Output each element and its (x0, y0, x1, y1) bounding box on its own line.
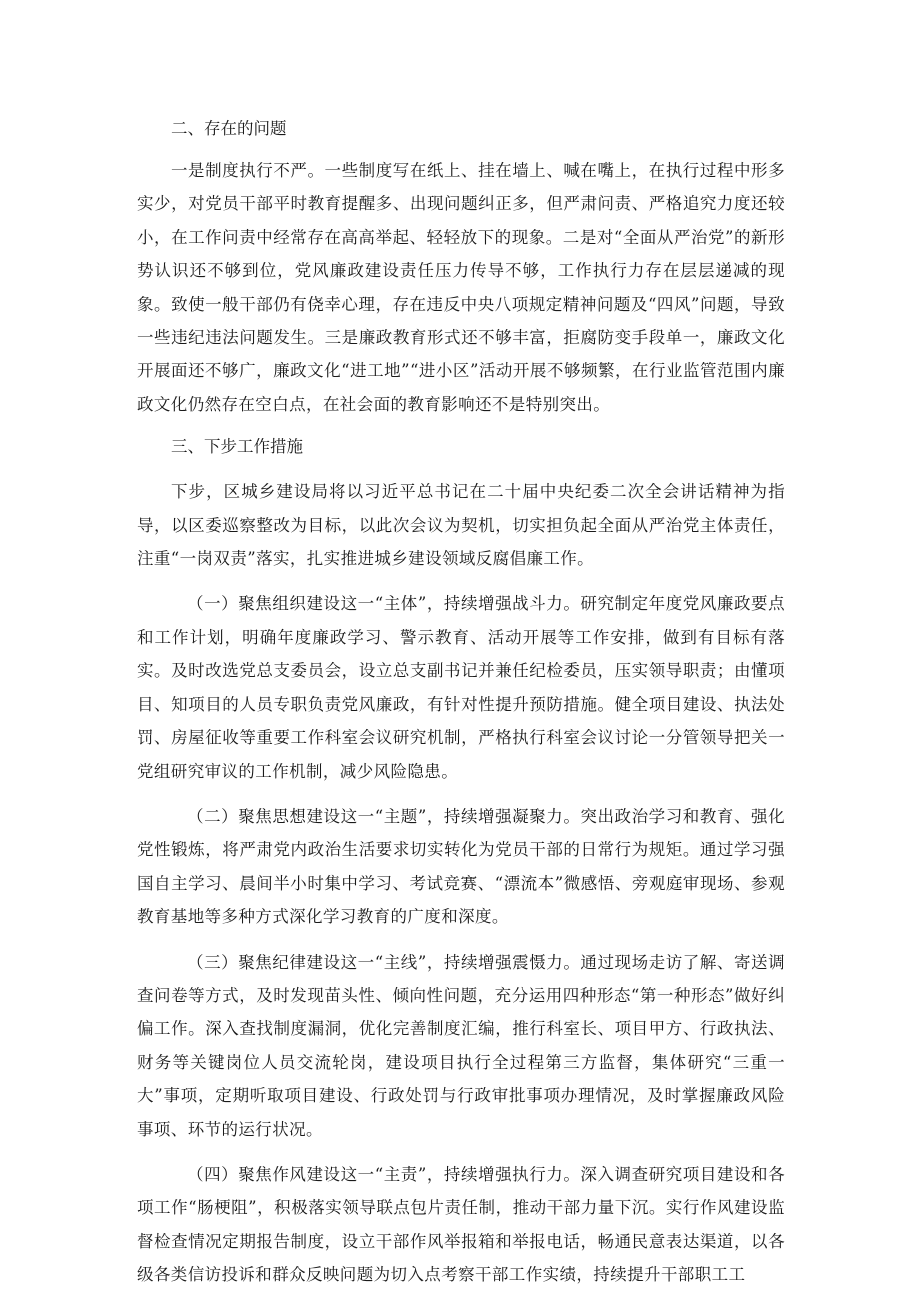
spacer (137, 463, 785, 475)
spacer (137, 421, 785, 430)
spacer (137, 1146, 785, 1158)
spacer (137, 575, 785, 587)
paragraph-problems: 一是制度执行不严。一些制度写在纸上、挂在墙上、喊在嘴上，在执行过程中形多实少，对党员干部平时教育提醒多、出现问题纠正多，但严肃问责、严格追究力度还较小，在工作问责中经常存在高高举起、轻轻放下的现象。二是对“全面从严治党”的新形势认识还不够到位，党风廉政建设责任压力传导不够，工作执行力存在层层递减的现象。致使一般干部仍有侥幸心理，存在违反中央八项规定精神问题及“四风”问题，导致一些违纪违法问题发生。三是廉政教育形式还不够丰富，拒腐防变手段单一，廉政文化开展面还不够广，廉政文化“进工地”“进小区”活动开展不够频繁，在行业监管范围内廉政文化仍然存在空白点，在社会面的教育影响还不是特别突出。 (137, 161, 785, 414)
spacer (137, 145, 785, 154)
spacer (137, 934, 785, 946)
paragraph-measure-2: （二）聚焦思想建设这一“主题”，持续增强凝聚力。突出政治学习和教育、强化党性锻炼，将严肃党内政治生活要求切实转化为党员干部的日常行为规矩。通过学习强国自主学习、晨间半小时集中学习、考试竞赛、“漂流本”微感悟、旁观庭审现场、参观教育基地等多种方式深化学习教育的广度和深度。 (137, 806, 785, 927)
section-heading-problems: 二、存在的问题 (171, 119, 287, 138)
section-heading-measures: 三、下步工作措施 (171, 437, 303, 457)
spacer (137, 788, 785, 800)
paragraph-measure-4: （四）聚焦作风建设这一“主责”，持续增强执行力。深入调查研究项目建设和各项工作“肠梗阻”，积极落实领导联点包片责任制，推动干部力量下沉。实行作风建设监督检查情况定期报告制度，设立干部作风举报箱和举报电话，畅通民意表达渠道，以各级各类信访投诉和群众反映问题为切入点考察干部工作实绩，持续提升干部职工工 (137, 1164, 785, 1285)
paragraph-measure-3: （三）聚焦纪律建设这一“主线”，持续增强震慑力。通过现场走访了解、寄送调查问卷等方式，及时发现苗头性、倾向性问题，充分运用四种形态“第一种形态”做好纠偏工作。深入查找制度漏洞，优化完善制度汇编，推行科室长、项目甲方、行政执法、财务等关键岗位人员交流轮岗，建设项目执行全过程第三方监督，集体研究“三重一大”事项，定期听取项目建设、行政处罚与行政审批事项办理情况，及时掌握廉政风险事项、环节的运行状况。 (137, 952, 785, 1139)
paragraph-measures-intro: 下步，区城乡建设局将以习近平总书记在二十届中央纪委二次全会讲话精神为指导，以区委巡察整改为目标，以此次会议为契机，切实担负起全面从严治党主体责任，注重“一岗双责”落实，扎实推进城乡建设领域反腐倡廉工作。 (137, 482, 785, 569)
paragraph-measure-1: （一）聚焦组织建设这一“主体”，持续增强战斗力。研究制定年度党风廉政要点和工作计划，明确年度廉政学习、警示教育、活动开展等工作安排，做到有目标有落实。及时改选党总支委员会，设立总支副书记并兼任纪检委员，压实领导职责；由懂项目、知项目的人员专职负责党风廉政，有针对性提升预防措施。健全项目建设、执法处罚、房屋征收等重要工作科室会议研究机制，严格执行科室会议讨论一分管领导把关一党组研究审议的工作机制，减少风险隐患。 (137, 594, 785, 781)
document-page (137, 112, 785, 1292)
